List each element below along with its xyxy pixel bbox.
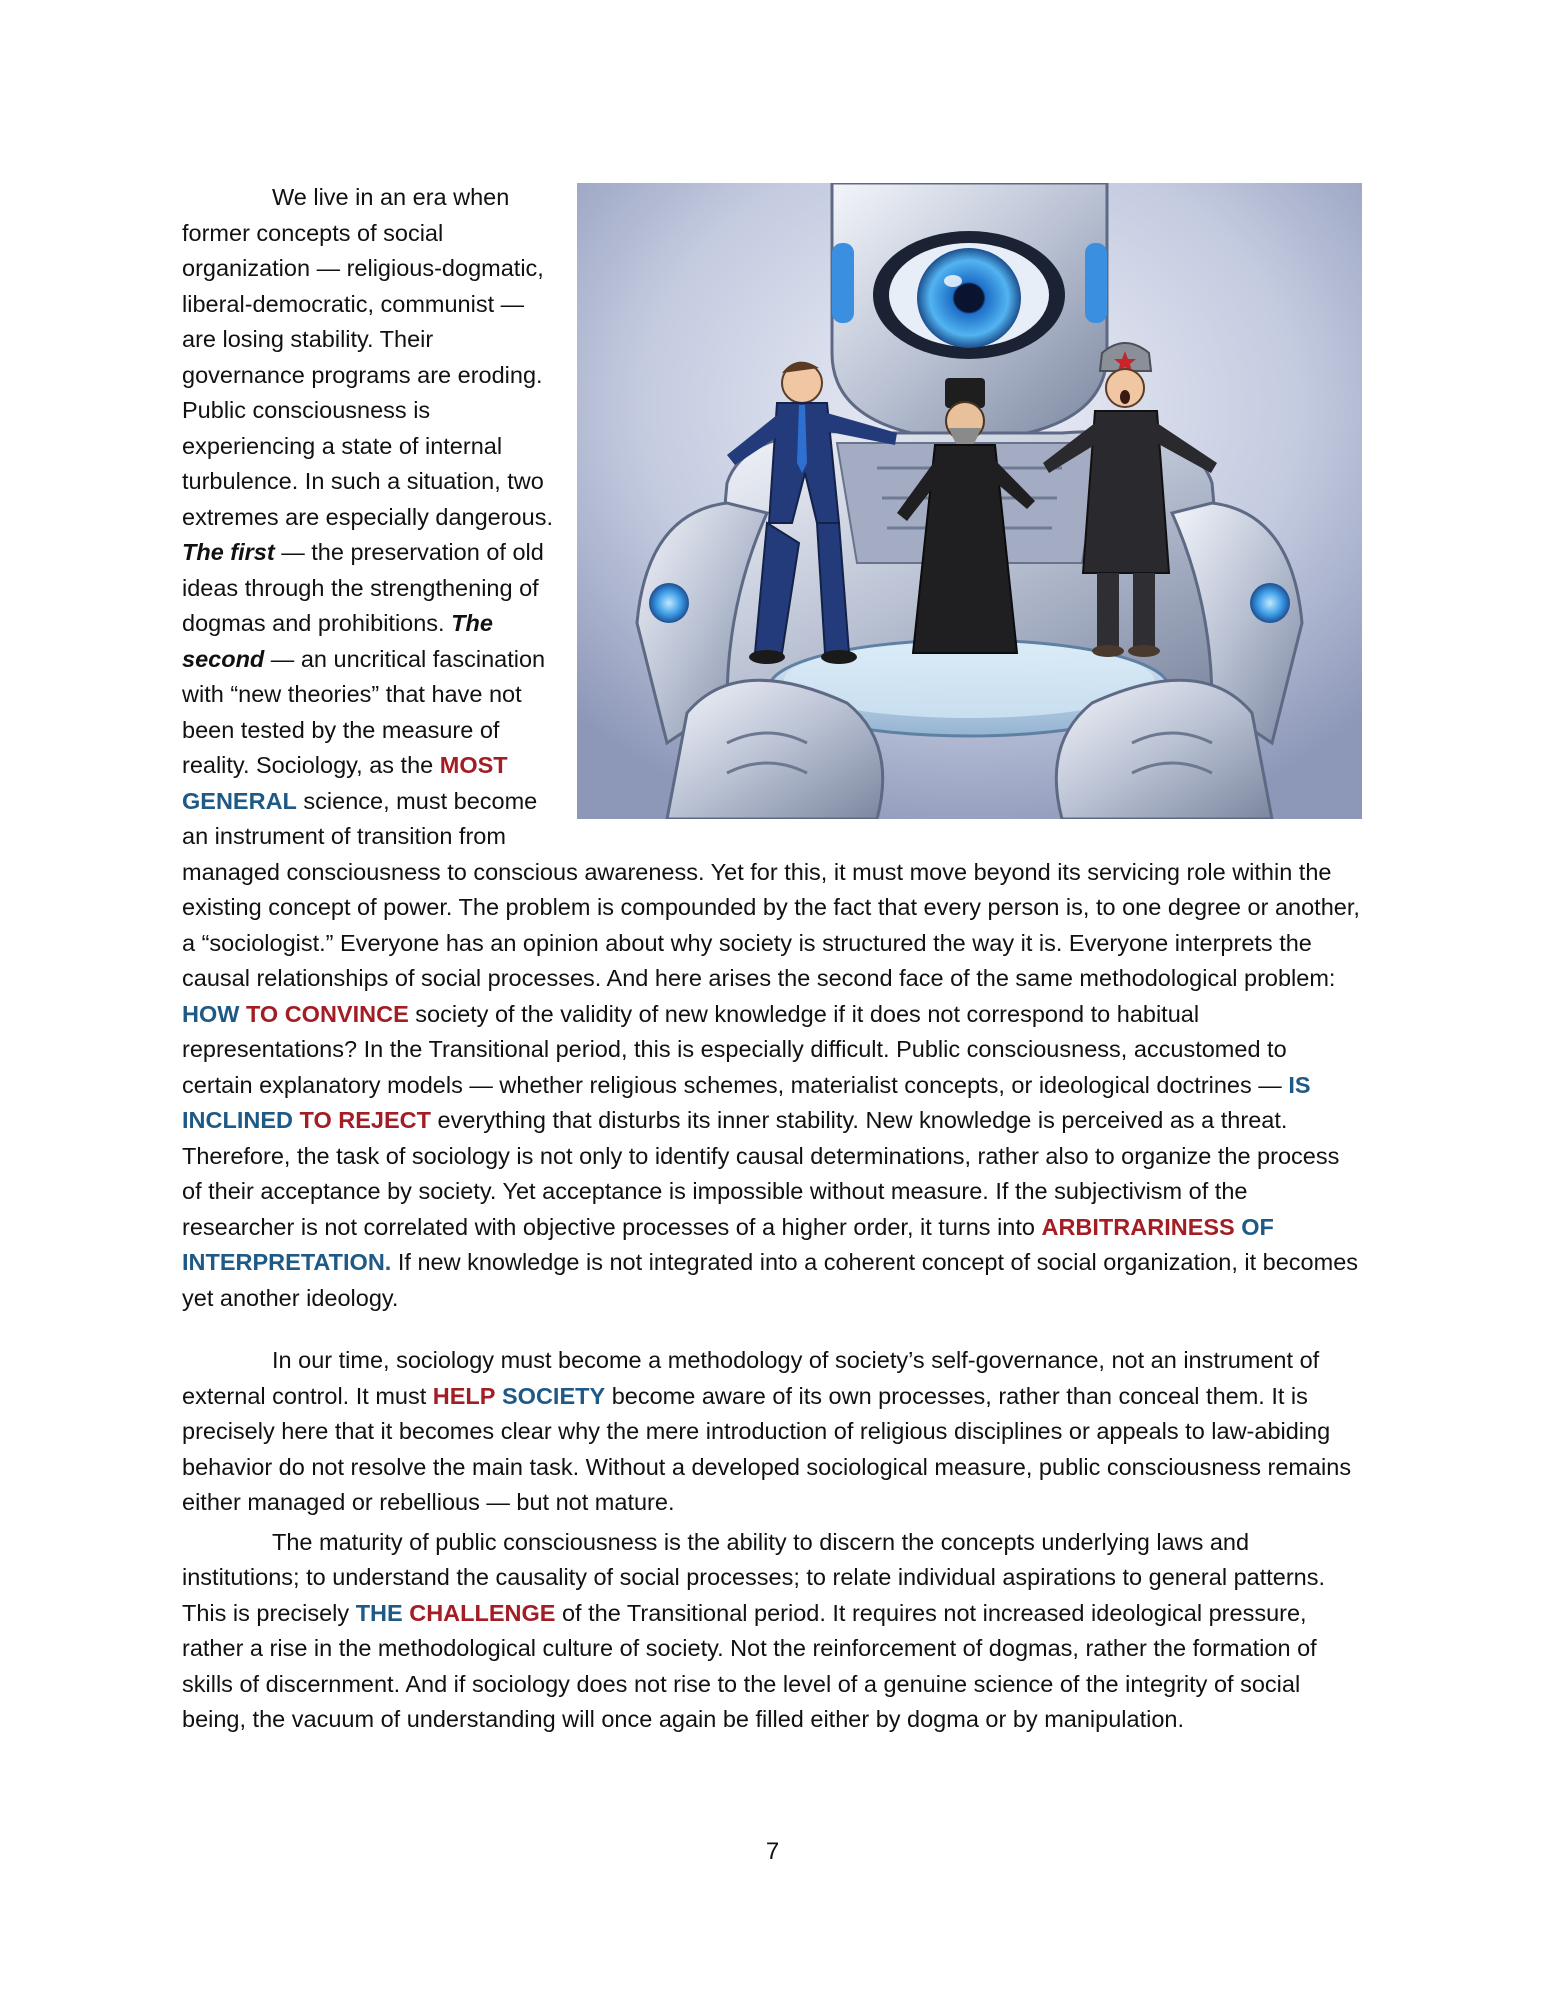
p2-text-1: In our time, sociology must become a methodology of society’s self-governance, not an instrument of external control. It must <box>182 1347 1320 1409</box>
highlight-general: GENERAL <box>182 787 297 814</box>
highlight-help: HELP <box>432 1382 496 1409</box>
p2-text-2: become aware of its own processes, rather than conceal them. It is precisely here that it becomes clear why the mere introduction of religious disciplines or appeals to law-abiding behavior do not resolve the main task. Without a developed sociological measure, public consciousness remains either managed or rebellious — but not mature. <box>182 1382 1352 1515</box>
p1-text-1: We live in an era when former concepts of social organization — religious-dogmatic, liberal-democratic, communist — are losing stability. Their governance programs are eroding. Public consciousness is experiencing a state of internal turbulence. In such a situation, two extremes are especially dangerous. <box>182 184 553 530</box>
p3-text-1: The maturity of public consciousness is the ability to discern the concepts underlying laws and institutions; to understand the causality of social processes; to relate individual aspirations to general patterns. This is precisely <box>182 1528 1326 1626</box>
highlight-of-interpretation: OF INTERPRETATION. <box>182 1213 1274 1275</box>
emphasis-the-second: The second <box>182 610 493 672</box>
p3-text-2: of the Transitional period. It requires not increased ideological pressure, rather a rise in the methodological culture of society. Not the reinforcement of dogmas, rather the formation of skills of discernment. And if sociology does not rise to the level of a genuine science of the integrity of social being, the vacuum of understanding will once again be filled either by dogma or by manipulation. <box>182 1599 1317 1732</box>
paragraph-2 <box>182 1343 1362 1521</box>
body-text <box>182 180 1362 1738</box>
paragraph-1 <box>182 180 1362 1316</box>
p1-text-2: — the preservation of old ideas through the strengthening of dogmas and prohibitions. <box>182 539 544 636</box>
page-number: 7 <box>765 1838 780 1865</box>
p1-text-7: If new knowledge is not integrated into a coherent concept of social organization, it becomes yet another ideology. <box>182 1249 1359 1311</box>
highlight-to-reject: TO REJECT <box>299 1107 431 1133</box>
highlight-is-inclined: IS INCLINED <box>182 1071 1311 1133</box>
emphasis-the-first: The first <box>182 539 275 565</box>
p1-text-6: everything that disturbs its inner stability. New knowledge is perceived as a threat. Therefore, the task of sociology is not only to identify causal determinations, rather also to organize the process of their acceptance by society. Yet acceptance is impossible without measure. If the subjectivism of the researcher is not correlated with objective processes of a higher order, it turns into <box>182 1107 1340 1240</box>
highlight-the: THE <box>355 1599 403 1626</box>
robot-illustration <box>577 183 1362 819</box>
highlight-to-convince: TO CONVINCE <box>245 1000 409 1027</box>
illustration <box>577 183 1362 819</box>
highlight-how: HOW <box>182 1000 240 1027</box>
highlight-arbitrariness: ARBITRARINESS <box>1041 1213 1235 1240</box>
p1-text-3: — an uncritical fascination with “new theories” that have not been tested by the measure of reality. Sociology, as the <box>182 645 546 778</box>
highlight-challenge: CHALLENGE <box>409 1599 556 1626</box>
p1-text-4: science, must become an instrument of transition from managed consciousness to conscious awareness. Yet for this, it must move beyond its servicing role within the existing concept of power. The problem is compounded by the fact that every person is, to one degree or another, a “sociologist.” Everyone has an opinion about why society is structured the way it is. Everyone interprets the causal relationships of social processes. And here arises the second face of the same methodological problem: <box>182 787 1360 991</box>
highlight-most: MOST <box>439 752 508 778</box>
p1-text-5: society of the validity of new knowledge if it does not correspond to habitual representations? In the Transitional period, this is especially difficult. Public consciousness, accustomed to certain explanatory models — whether religious schemes, materialist concepts, or ideological doctrines — <box>182 1000 1289 1098</box>
highlight-society: SOCIETY <box>502 1382 606 1409</box>
paragraph-3 <box>182 1525 1362 1738</box>
